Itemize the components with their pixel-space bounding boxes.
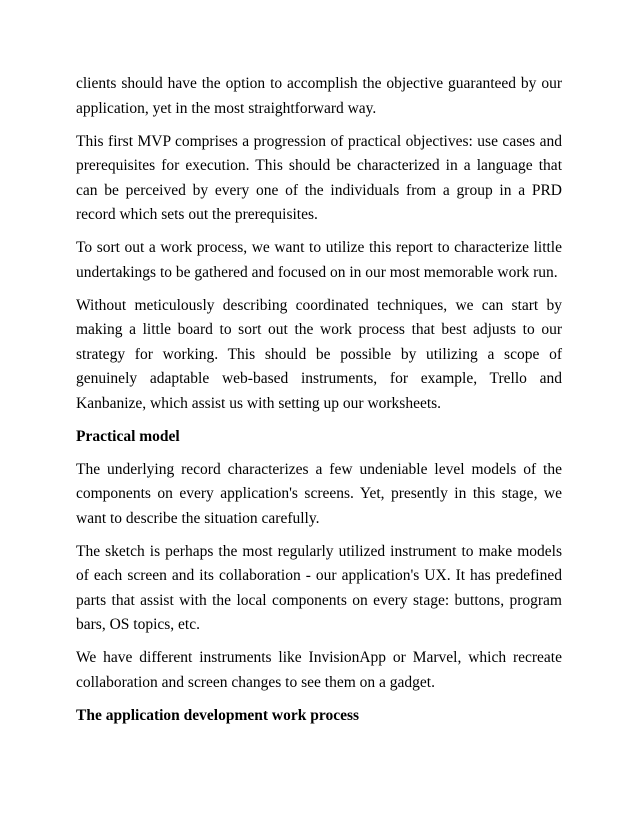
- paragraph-instruments: We have different instruments like InvisionApp or Marvel, which recreate collaboration and screen changes to see them on a gadget.: [76, 649, 562, 691]
- paragraph-objective: clients should have the option to accomplish the objective guaranteed by our application, yet in the most straightforward way.: [76, 75, 562, 117]
- document-page: [76, 72, 562, 737]
- paragraph-board: Without meticulously describing coordinated techniques, we can start by making a little board to sort out the work process that best adjusts to our strategy for working. This should be possible by utilizing a scope of genuinely adaptable web-based instruments, for example, Trello and Kanbanize, which assist us with setting up our worksheets.: [76, 296, 562, 412]
- paragraph-mvp: This first MVP comprises a progression of practical objectives: use cases and prerequisites for execution. This should be characterized in a language that can be perceived by every one of the individuals from a group in a PRD record which sets out the prerequisites.: [76, 132, 562, 223]
- paragraph-underlying-record: The underlying record characterizes a few undeniable level models of the components on every application's screens. Yet, presently in this stage, we want to describe the situation carefully.: [76, 460, 562, 527]
- heading-practical-model: Practical model: [76, 427, 180, 445]
- paragraph-work-process: To sort out a work process, we want to utilize this report to characterize little undertakings to be gathered and focused on in our most memorable work run.: [76, 239, 562, 281]
- heading-development-process: The application development work process: [76, 706, 360, 724]
- paragraph-sketch: The sketch is perhaps the most regularly utilized instrument to make models of each screen and its collaboration - our application's UX. It has predefined parts that assist with the local components on every stage: buttons, program bars, OS topics, etc.: [76, 542, 562, 633]
